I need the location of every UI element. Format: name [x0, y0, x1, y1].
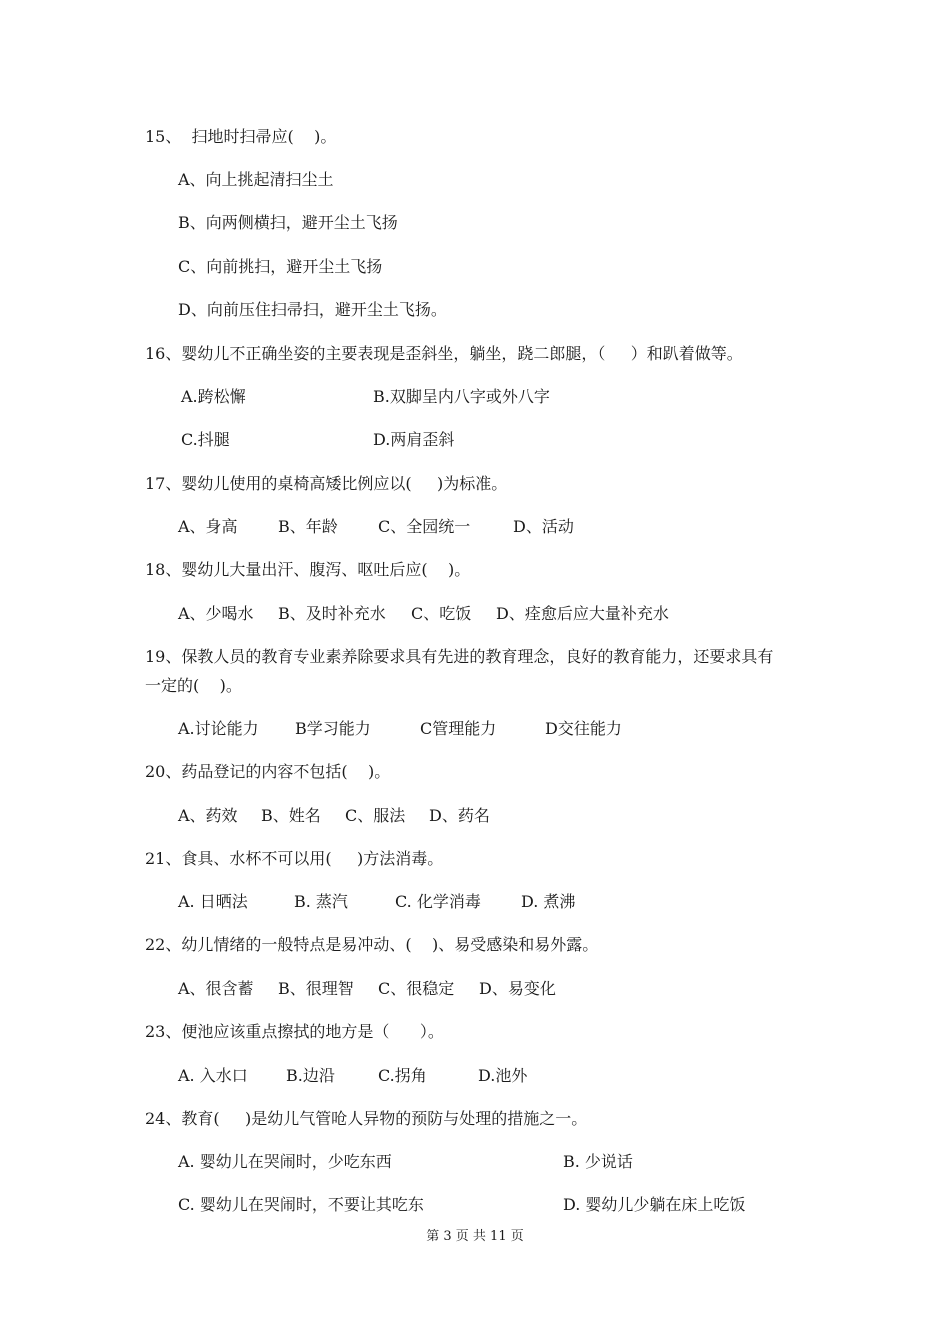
option-18d: D、痊愈后应大量补充水 — [496, 604, 669, 623]
option-23d: D.池外 — [478, 1066, 528, 1085]
option-22b: B、很理智 — [278, 979, 354, 998]
option-20b: B、姓名 — [261, 806, 321, 825]
question-24: 24、教育( )是幼儿气管呛人异物的预防与处理的措施之一。 — [145, 1109, 588, 1128]
question-19: 19、保教人员的教育专业素养除要求具有先进的教育理念，良好的教育能力，还要求具有 — [145, 647, 774, 666]
page-number-footer: 第 3 页 共 11 页 — [426, 1229, 524, 1244]
option-21d: D. 煮沸 — [521, 892, 576, 911]
question-17: 17、婴幼儿使用的桌椅高矮比例应以( )为标准。 — [145, 474, 508, 493]
option-20a: A、药效 — [178, 806, 238, 825]
option-18a: A、少喝水 — [178, 604, 254, 623]
question-19-continued: 一定的( )。 — [145, 676, 242, 695]
option-18c: C、吃饭 — [411, 604, 472, 623]
option-15c: C、向前挑扫，避开尘土飞扬 — [178, 257, 383, 276]
option-15b: B、向两侧横扫，避开尘土飞扬 — [178, 213, 398, 232]
question-23: 23、便池应该重点擦拭的地方是（ ）。 — [145, 1022, 444, 1041]
question-18: 18、婴幼儿大量出汗、腹泻、呕吐后应( )。 — [145, 560, 471, 579]
option-17a: A、身高 — [178, 517, 238, 536]
option-18b: B、及时补充水 — [278, 604, 386, 623]
option-23a: A. 入水口 — [178, 1066, 248, 1085]
question-21: 21、食具、水杯不可以用( )方法消毒。 — [145, 849, 444, 868]
option-20d: D、药名 — [429, 806, 490, 825]
option-21c: C. 化学消毒 — [395, 892, 481, 911]
option-17d: D、活动 — [513, 517, 574, 536]
option-24a: A. 婴幼儿在哭闹时，少吃东西 — [178, 1152, 392, 1171]
option-19c: C管理能力 — [420, 719, 497, 738]
option-22d: D、易变化 — [479, 979, 556, 998]
option-15a: A、向上挑起清扫尘土 — [178, 170, 334, 189]
option-17b: B、年龄 — [278, 517, 338, 536]
option-23c: C.拐角 — [378, 1066, 427, 1085]
question-20: 20、药品登记的内容不包括( )。 — [145, 762, 391, 781]
option-23b: B.边沿 — [286, 1066, 335, 1085]
option-22c: C、很稳定 — [378, 979, 455, 998]
option-24b: B. 少说话 — [563, 1152, 633, 1171]
option-21a: A. 日晒法 — [178, 892, 248, 911]
option-22a: A、很含蓄 — [178, 979, 254, 998]
option-24d: D. 婴幼儿少躺在床上吃饭 — [563, 1195, 746, 1214]
question-16: 16、婴幼儿不正确坐姿的主要表现是歪斜坐，躺坐，跷二郎腿，（ ）和趴着做等。 — [145, 344, 743, 363]
option-20c: C、服法 — [345, 806, 406, 825]
option-16b: B.双脚呈内八字或外八字 — [373, 387, 550, 406]
option-16d: D.两肩歪斜 — [373, 430, 455, 449]
option-17c: C、全园统一 — [378, 517, 471, 536]
option-16c: C.抖腿 — [181, 430, 230, 449]
option-24c: C. 婴幼儿在哭闹时，不要让其吃东 — [178, 1195, 424, 1214]
option-19b: B学习能力 — [295, 719, 371, 738]
option-19d: D交往能力 — [545, 719, 622, 738]
option-19a: A.讨论能力 — [178, 719, 259, 738]
option-21b: B. 蒸汽 — [294, 892, 348, 911]
question-15: 15、 扫地时扫帚应( )。 — [145, 127, 337, 146]
question-22: 22、幼儿情绪的一般特点是易冲动、( )、易受感染和易外露。 — [145, 935, 599, 954]
option-16a: A.跨松懈 — [181, 387, 246, 406]
option-15d: D、向前压住扫帚扫，避开尘土飞扬。 — [178, 300, 447, 319]
